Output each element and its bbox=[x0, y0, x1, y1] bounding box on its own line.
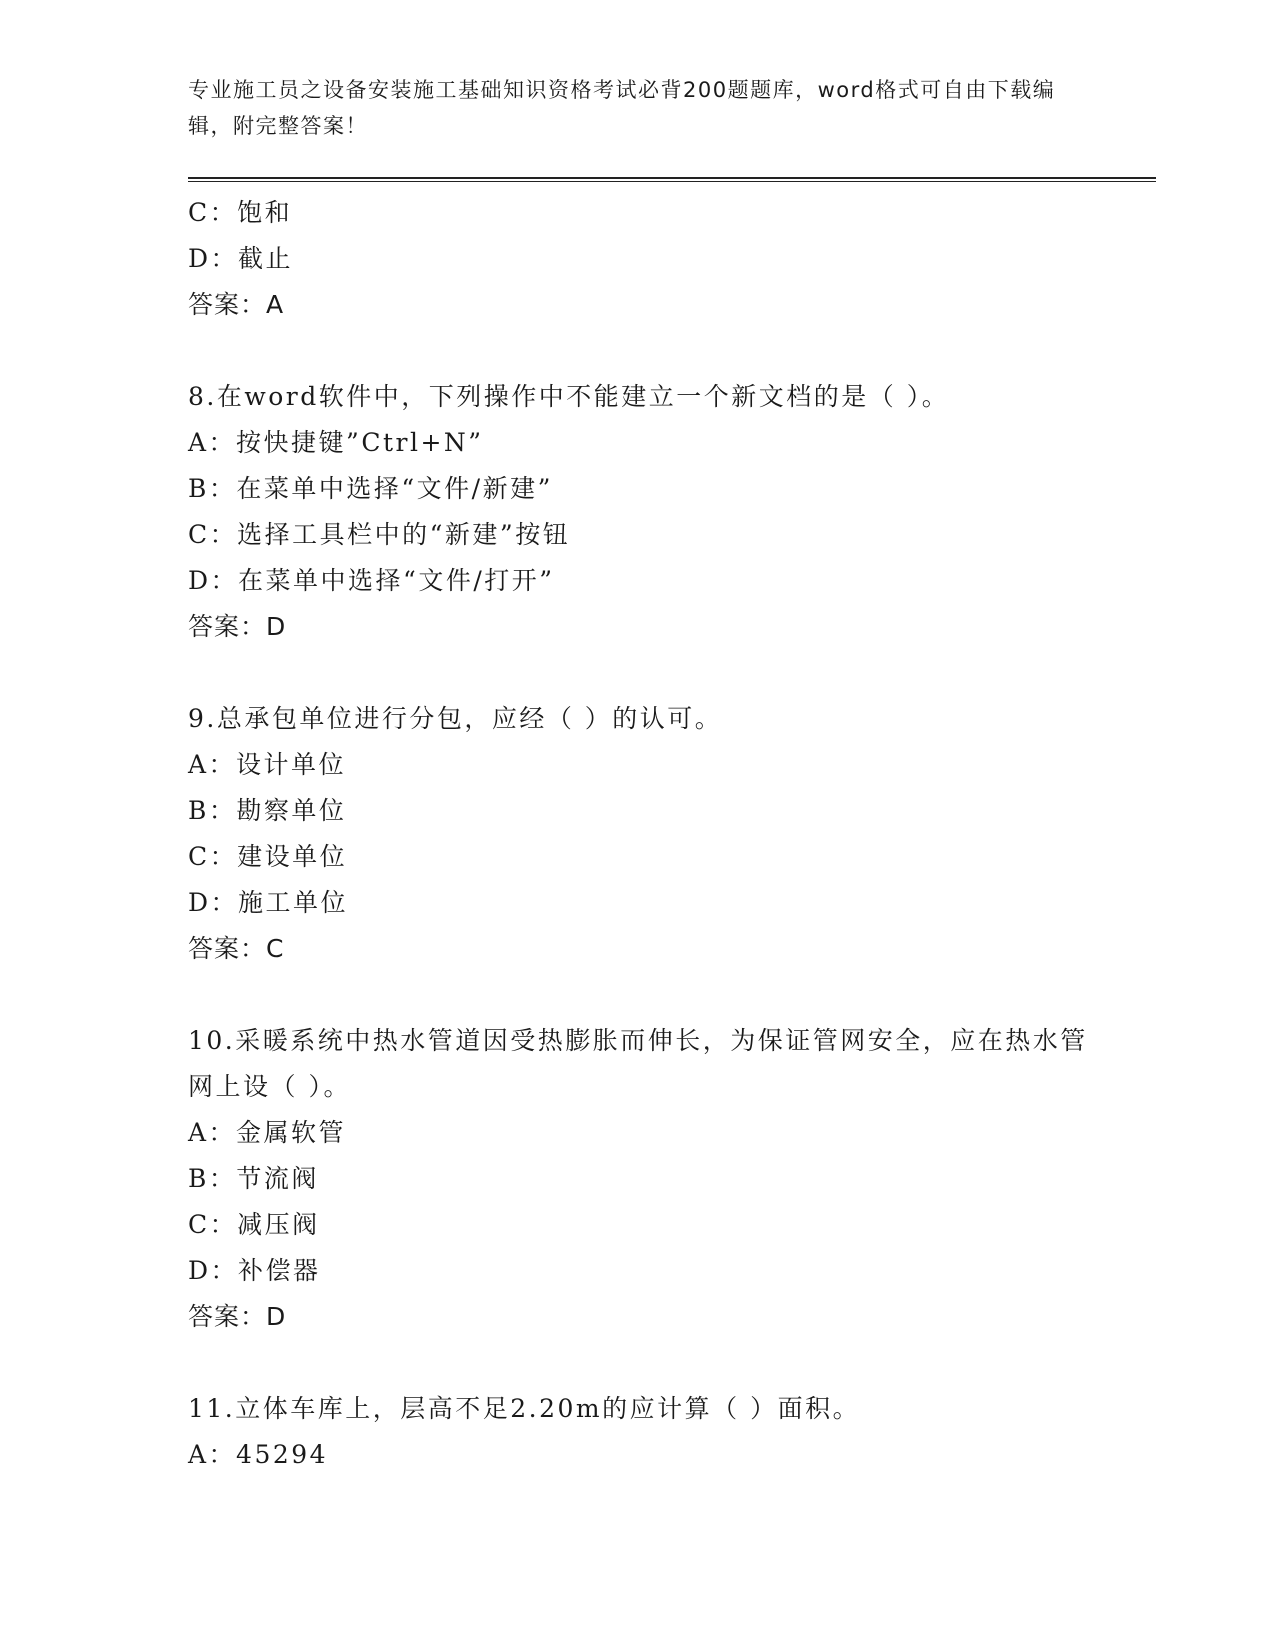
option-a: A：按快捷键”Ctrl+N” bbox=[188, 428, 484, 457]
answer-label: 答案：D bbox=[188, 1302, 287, 1331]
option-a: A：设计单位 bbox=[188, 750, 347, 779]
question-8 bbox=[188, 374, 1088, 650]
option-b: B：勘察单位 bbox=[188, 796, 347, 825]
question-text: 8.在word软件中，下列操作中不能建立一个新文档的是（ ）。 bbox=[188, 382, 950, 411]
spacer bbox=[188, 650, 1088, 696]
question-11 bbox=[188, 1386, 1088, 1478]
document-body bbox=[188, 190, 1088, 1478]
question-text: 11.立体车库上，层高不足2.20m的应计算（ ）面积。 bbox=[188, 1394, 861, 1423]
option-c: C：选择工具栏中的“新建”按钮 bbox=[188, 520, 571, 549]
answer-label: 答案：A bbox=[188, 290, 285, 319]
option-d: D：截止 bbox=[188, 244, 294, 273]
option-c: C：减压阀 bbox=[188, 1210, 320, 1239]
option-a: A：45294 bbox=[188, 1440, 329, 1469]
option-c: C：建设单位 bbox=[188, 842, 348, 871]
answer-label: 答案：C bbox=[188, 934, 285, 963]
question-9 bbox=[188, 696, 1088, 972]
option-d: D：补偿器 bbox=[188, 1256, 321, 1285]
option-d: D：在菜单中选择“文件/打开” bbox=[188, 566, 555, 595]
option-d: D：施工单位 bbox=[188, 888, 349, 917]
question-10 bbox=[188, 1018, 1088, 1340]
option-a: A：金属软管 bbox=[188, 1118, 347, 1147]
spacer bbox=[188, 328, 1088, 374]
answer-label: 答案：D bbox=[188, 612, 287, 641]
option-b: B：节流阀 bbox=[188, 1164, 319, 1193]
option-b: B：在菜单中选择“文件/新建” bbox=[188, 474, 553, 503]
spacer bbox=[188, 1340, 1088, 1386]
page-header bbox=[188, 72, 1088, 144]
spacer bbox=[188, 972, 1088, 1018]
question-7-tail bbox=[188, 190, 1088, 328]
question-text: 9.总承包单位进行分包，应经（ ）的认可。 bbox=[188, 704, 723, 733]
question-text: 10.采暖系统中热水管道因受热膨胀而伸长，为保证管网安全，应在热水管网上设（ ）。 bbox=[188, 1026, 1088, 1101]
option-c: C：饱和 bbox=[188, 198, 293, 227]
header-divider bbox=[188, 177, 1156, 182]
header-title: 专业施工员之设备安装施工基础知识资格考试必背200题题库，word格式可自由下载编辑，附完整答案！ bbox=[188, 78, 1056, 138]
